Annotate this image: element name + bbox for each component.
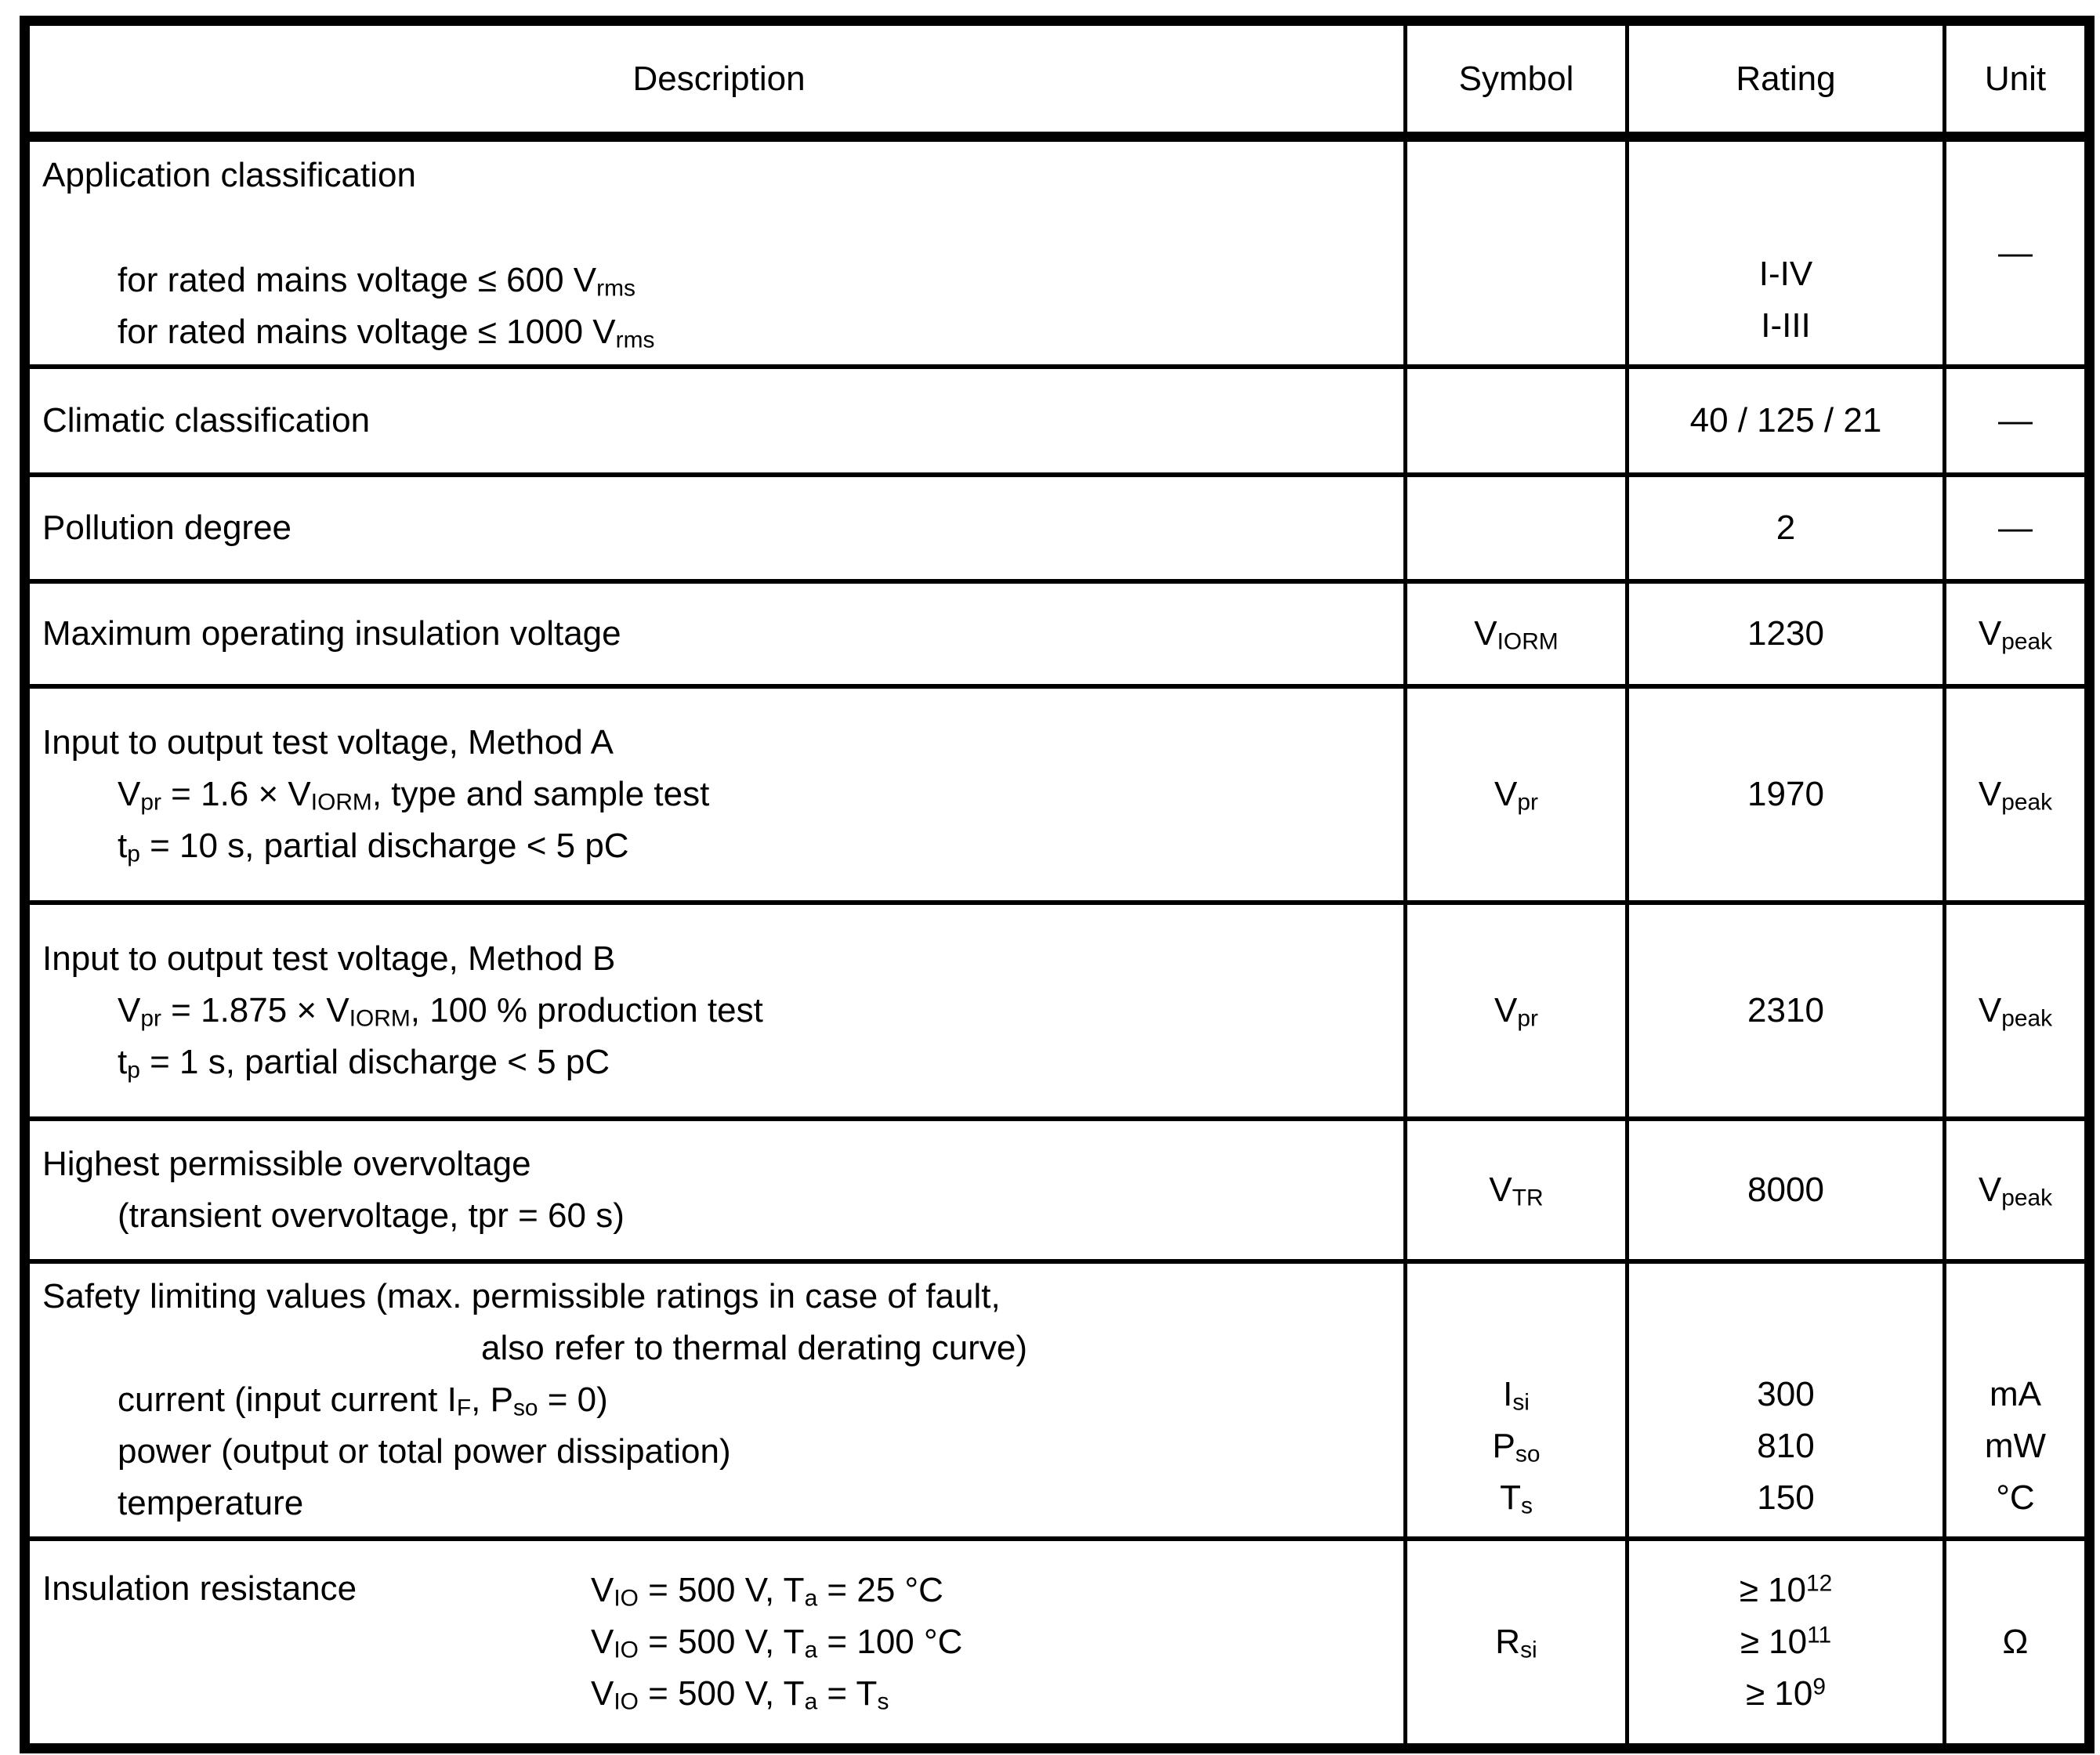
- rating-value: 2: [1776, 508, 1796, 547]
- description-title: Highest permissible overvoltage: [42, 1145, 531, 1183]
- description-line: (transient overvoltage, tpr = 60 s): [118, 1196, 625, 1235]
- rating-value: I-III: [1761, 306, 1811, 345]
- row-insulation-resistance-unit: [1946, 1541, 2084, 1743]
- row-insulation-voltage-unit: [1946, 584, 2084, 689]
- description-title: Pollution degree: [42, 508, 292, 547]
- row-application-rating: [1629, 142, 1946, 369]
- unit-value: °C: [1996, 1478, 2035, 1517]
- unit-value: —: [1998, 401, 2033, 440]
- symbol-value: $V_{pr}$: [1494, 775, 1538, 816]
- row-method-b-description: [30, 905, 1407, 1121]
- row-insulation-resistance-symbol: [1407, 1541, 1629, 1743]
- row-pollution-rating: [1629, 477, 1946, 584]
- row-method-a-rating: [1629, 689, 1946, 905]
- row-climatic-rating: [1629, 369, 1946, 477]
- row-insulation-voltage-description: [30, 584, 1407, 689]
- header-symbol-label: Symbol: [1458, 59, 1574, 98]
- header-symbol: [1407, 26, 1629, 142]
- rating-value: 150: [1757, 1478, 1815, 1517]
- unit-value: $V_{peak}$: [1978, 775, 2053, 816]
- unit-value: mW: [1984, 1427, 2047, 1465]
- symbol-value: $R_{si}$: [1495, 1623, 1537, 1663]
- condition-line: $V_{IO} = 500$ V, $T_a = 100$ °C: [591, 1623, 963, 1663]
- rating-value: ≥ $10^{12}$: [1739, 1570, 1833, 1609]
- rating-value: 1970: [1747, 775, 1824, 813]
- description-line: $t_p = 1$ s, partial discharge < 5 pC: [118, 1043, 610, 1084]
- rating-value: ≥ $10^9$: [1746, 1674, 1826, 1713]
- description-line: $V_{pr} = 1.6 \times V_{IORM}$, type and sample test: [118, 775, 710, 816]
- rating-value: 40 / 125 / 21: [1689, 401, 1882, 440]
- row-insulation-resistance-rating: [1629, 1541, 1946, 1743]
- description-line: for rated mains voltage ≤ 1000 $V_{rms}$: [118, 313, 655, 353]
- header-unit-label: Unit: [1984, 59, 2047, 98]
- header-unit: [1946, 26, 2084, 142]
- symbol-value: $V_{TR}$: [1489, 1171, 1544, 1211]
- symbol-value: $I_{si}$: [1503, 1375, 1530, 1416]
- row-method-b-unit: [1946, 905, 2084, 1121]
- description-title: Input to output test voltage, Method B: [42, 939, 616, 978]
- description-title: Safety limiting values (max. permissible ratings in case of fault,: [42, 1277, 1001, 1315]
- description-title: Input to output test voltage, Method A: [42, 723, 614, 762]
- unit-value: mA: [1990, 1375, 2041, 1413]
- unit-value: Ω: [2002, 1623, 2029, 1661]
- description-line: current (input current $I_F$, $P_{so} = 0$): [118, 1380, 608, 1421]
- unit-value: $V_{peak}$: [1978, 1171, 2053, 1211]
- header-description: [30, 26, 1407, 142]
- condition-line: $V_{IO} = 500$ V, $T_a = T_s$: [591, 1674, 889, 1715]
- row-pollution-symbol: [1407, 477, 1629, 584]
- safety-ratings-table: [20, 16, 2095, 1753]
- rating-value: ≥ $10^{11}$: [1740, 1622, 1832, 1661]
- row-application-description: [30, 142, 1407, 369]
- row-method-a-description: [30, 689, 1407, 905]
- rating-value: 300: [1757, 1375, 1815, 1413]
- row-application-symbol: [1407, 142, 1629, 369]
- row-application-unit: [1946, 142, 2084, 369]
- row-insulation-voltage-symbol: [1407, 584, 1629, 689]
- row-method-a-unit: [1946, 689, 2084, 905]
- row-overvoltage-description: [30, 1121, 1407, 1264]
- unit-value: $V_{peak}$: [1978, 991, 2053, 1032]
- row-method-a-symbol: [1407, 689, 1629, 905]
- rating-value: 2310: [1747, 991, 1824, 1029]
- unit-value: —: [1998, 508, 2033, 547]
- description-title: Maximum operating insulation voltage: [42, 614, 621, 653]
- description-line: $t_p = 10$ s, partial discharge < 5 pC: [118, 827, 629, 867]
- row-climatic-symbol: [1407, 369, 1629, 477]
- header-description-label: Description: [632, 59, 806, 98]
- rating-value: 810: [1757, 1427, 1815, 1465]
- header-rating-label: Rating: [1736, 59, 1836, 98]
- row-climatic-unit: [1946, 369, 2084, 477]
- rating-value: 1230: [1747, 614, 1824, 653]
- unit-value: $V_{peak}$: [1978, 614, 2053, 655]
- description-line: $V_{pr} = 1.875 \times V_{IORM}$, 100 % production test: [118, 991, 763, 1032]
- row-overvoltage-unit: [1946, 1121, 2084, 1264]
- description-line: for rated mains voltage ≤ 600 $V_{rms}$: [118, 261, 635, 302]
- symbol-value: $V_{IORM}$: [1474, 614, 1559, 655]
- symbol-value: $T_s$: [1500, 1478, 1533, 1519]
- description-title: Insulation resistance: [42, 1569, 357, 1608]
- description-line: temperature: [118, 1484, 304, 1522]
- row-safety-unit: [1946, 1264, 2084, 1541]
- row-overvoltage-rating: [1629, 1121, 1946, 1264]
- row-safety-symbol: [1407, 1264, 1629, 1541]
- condition-block: [591, 1565, 962, 1720]
- row-method-b-rating: [1629, 905, 1946, 1121]
- row-method-b-symbol: [1407, 905, 1629, 1121]
- header-rating: [1629, 26, 1946, 142]
- row-overvoltage-symbol: [1407, 1121, 1629, 1264]
- rating-value: I-IV: [1758, 255, 1813, 293]
- row-safety-description: [30, 1264, 1407, 1541]
- row-climatic-description: [30, 369, 1407, 477]
- description-title: Application classification: [42, 156, 416, 194]
- row-pollution-unit: [1946, 477, 2084, 584]
- description-title-continued: also refer to thermal derating curve): [481, 1329, 1027, 1367]
- symbol-value: $V_{pr}$: [1494, 991, 1538, 1032]
- symbol-value: $P_{so}$: [1492, 1427, 1541, 1467]
- rating-value: 8000: [1747, 1171, 1824, 1209]
- row-pollution-description: [30, 477, 1407, 584]
- condition-line: $V_{IO} = 500$ V, $T_a = 25$ °C: [591, 1571, 943, 1612]
- unit-value: —: [1998, 233, 2033, 272]
- row-insulation-voltage-rating: [1629, 584, 1946, 689]
- row-safety-rating: [1629, 1264, 1946, 1541]
- row-insulation-resistance-description: [30, 1541, 1407, 1743]
- description-line: power (output or total power dissipation): [118, 1432, 731, 1471]
- description-title: Climatic classification: [42, 401, 371, 440]
